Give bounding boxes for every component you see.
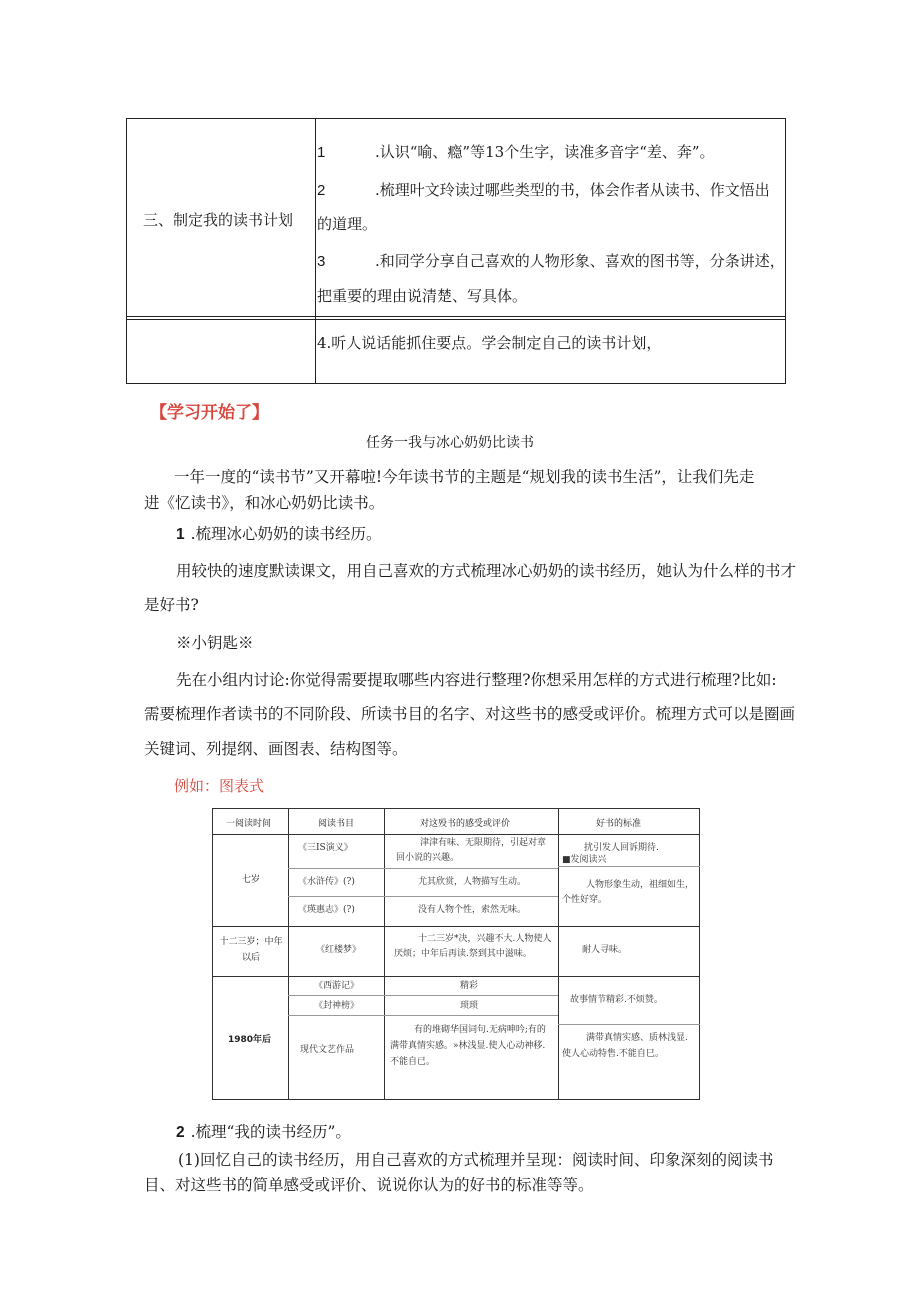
chart-standard: 耐人寻味。: [582, 945, 628, 955]
chart-line: [558, 1024, 700, 1025]
chart-book: 《水浒传》(?): [298, 877, 355, 887]
example-label: 例如：图表式: [174, 777, 265, 795]
step1-text: 是好书?: [144, 596, 199, 614]
chart-line: [212, 1099, 700, 1100]
objective-category: 三、制定我的读书计划: [143, 211, 294, 229]
chart-book: 现代文艺作品: [300, 1045, 355, 1055]
chart-comment: 津津有味、无限期待，引起对章回小说的兴趣。: [396, 838, 547, 863]
chart-line: [212, 926, 700, 927]
table-divider: [127, 319, 785, 320]
tip-text: 先在小组内讨论:你觉得需要提取哪些内容进行整理?你想采用怎样的方式进行梳理?比如:: [176, 671, 777, 689]
chart-line: [288, 808, 289, 1100]
chart-header: 对这殁书的感受或评价: [420, 819, 511, 829]
chart-header: 一阅读时间: [226, 819, 272, 829]
chart-comment: 有的堆砌华国词句.无病呻吟;有的满带真情实感。»林浅显.使人心动神移.不能自已。: [390, 1025, 546, 1067]
step1-heading: 1 .梳理冰心奶奶的读书经历。: [176, 525, 382, 543]
chart-time: 十二三岁；中年以后: [219, 937, 283, 963]
chart-line: [212, 808, 213, 1100]
chart-standard: 满带真情实感、质林浅显.使人心动特售.不能自巳。: [562, 1033, 688, 1059]
objective-item-cont: 把重要的理由说清楚、写具体。: [317, 287, 528, 305]
reading-chart: [212, 808, 700, 1100]
chart-comment: 精彩: [460, 981, 479, 991]
objective-item: 1 .认识“喻、瘾”等13个生字，读准多音字“差、奔”。: [317, 143, 715, 161]
chart-book: 《红楼梦》: [316, 945, 362, 955]
chart-time: 1980年后: [228, 1035, 272, 1045]
step2-text: 目、对这些书的简单感受或评价、说说你认为的好书的标准等等。: [144, 1176, 594, 1194]
objective-item: 3 .和同学分享自己喜欢的人物形象、喜欢的图书等，分条讲述，: [317, 252, 785, 270]
chart-standard: 人物形象生动，祖细如生，个性好穿。: [562, 880, 695, 905]
chart-time: 七岁: [242, 875, 261, 885]
chart-comment: 尤其欣赏，人物描写生动。: [418, 877, 527, 887]
chart-line: [288, 1015, 558, 1016]
chart-header: 好书的标准: [596, 819, 642, 829]
intro-line: 进《忆读书》，和冰心奶奶比读书。: [144, 494, 385, 512]
chart-book: 《西游记》: [314, 981, 360, 991]
objective-item-cont: 的道理。: [317, 215, 378, 233]
chart-line: [288, 896, 558, 897]
intro-line: 一年一度的“读书节”又开幕啦!今年读书节的主题是“规划我的读书生活”，让我们先走: [174, 468, 755, 486]
chart-line: [288, 868, 558, 869]
tip-label: ※小钥匙※: [176, 634, 254, 652]
step2-text: (1)回忆自己的读书经历，用自己喜欢的方式梳理并呈现：阅读时间、印象深刻的阅读书: [178, 1151, 774, 1169]
chart-comment: 没有人物个性，索然无味。: [418, 905, 527, 915]
chart-header: 阅读书目: [318, 819, 355, 829]
chart-line: [699, 808, 700, 1100]
tip-text: 关键词、列提纲、画图表、结构图等。: [144, 740, 408, 758]
chart-book: 《三IS演义》: [298, 843, 353, 853]
chart-book: 《瑛惠志》(?): [298, 905, 355, 915]
step2-heading: 2 .梳理“我的读书经历”。: [176, 1123, 351, 1141]
chart-comment: 十二三岁*决，兴趣不大.人物使人厌烦；中年后再读.祭到其中滋味。: [394, 934, 552, 959]
chart-standard: 故事情节精彩.不烦赞。: [570, 995, 663, 1005]
chart-line: [212, 834, 700, 835]
objectives-table: [126, 118, 786, 384]
chart-line: [212, 808, 700, 809]
objective-item: 4.听人说话能抓住要点。学会制定自己的读书计划，: [317, 334, 662, 352]
task-title: 任务一我与冰心奶奶比读书: [366, 435, 534, 451]
chart-line: [558, 808, 559, 1100]
objective-item: 2 .梳理叶文玲读过哪些类型的书，体会作者从读书、作文悟出: [317, 181, 770, 199]
chart-line: [384, 808, 385, 1100]
chart-standard: 扰引发人回诉期待.: [584, 843, 659, 853]
table-divider: [315, 119, 316, 383]
tip-text: 需要梳理作者读书的不同阶段、所读书目的名字、对这些书的感受或评价。梳理方式可以是圈画: [144, 705, 796, 723]
chart-comment: 琐琐: [460, 1001, 479, 1011]
chart-standard: ■发阅读兴: [562, 855, 607, 865]
step1-text: 用较快的速度默读课文，用自己喜欢的方式梳理冰心奶奶的读书经历，她认为什么样的书才: [176, 562, 797, 580]
table-divider: [127, 316, 785, 317]
chart-book: 《封神榜》: [314, 1001, 360, 1011]
section-title: 【学习开始了】: [150, 403, 269, 423]
chart-line: [288, 995, 558, 996]
chart-line: [212, 976, 700, 977]
